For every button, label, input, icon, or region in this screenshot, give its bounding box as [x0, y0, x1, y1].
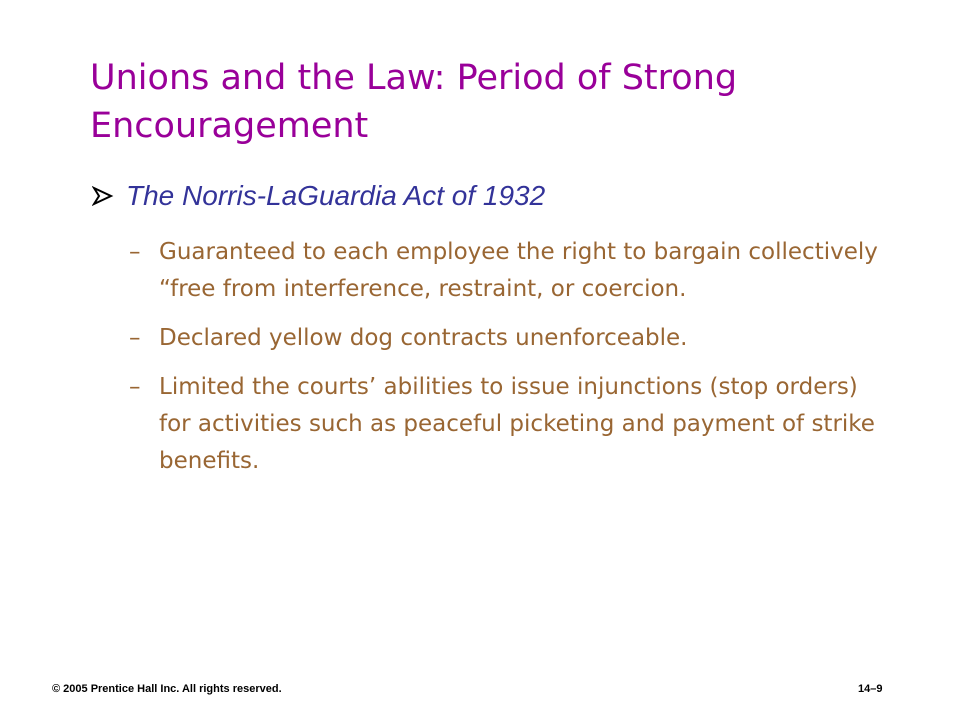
sub-bullet-item [129, 234, 889, 308]
sub-bullet-text: Guaranteed to each employee the right to bargain collectively “free from interference, restraint, or coercion. [159, 239, 878, 302]
sub-bullet-list [129, 234, 889, 492]
sub-bullet-item [129, 369, 889, 480]
dash-marker: – [129, 325, 141, 351]
sub-bullet-text: Limited the courts’ abilities to issue injunctions (stop orders) for activities such as peaceful picketing and payment of strike benefits. [159, 374, 875, 474]
dash-marker: – [129, 374, 141, 400]
dash-marker: – [129, 239, 141, 265]
sub-bullet-item [129, 320, 889, 357]
footer-copyright: © 2005 Prentice Hall Inc. All rights reserved. [52, 683, 282, 695]
bullet-text: The Norris-LaGuardia Act of 1932 [126, 180, 546, 211]
sub-bullet-text: Declared yellow dog contracts unenforceable. [159, 325, 688, 351]
slide-title: Unions and the Law: Period of Strong Encouragement [90, 58, 738, 146]
footer-page-number: 14–9 [858, 683, 883, 695]
arrow-bullet-icon [92, 185, 114, 207]
main-bullet [92, 176, 912, 216]
